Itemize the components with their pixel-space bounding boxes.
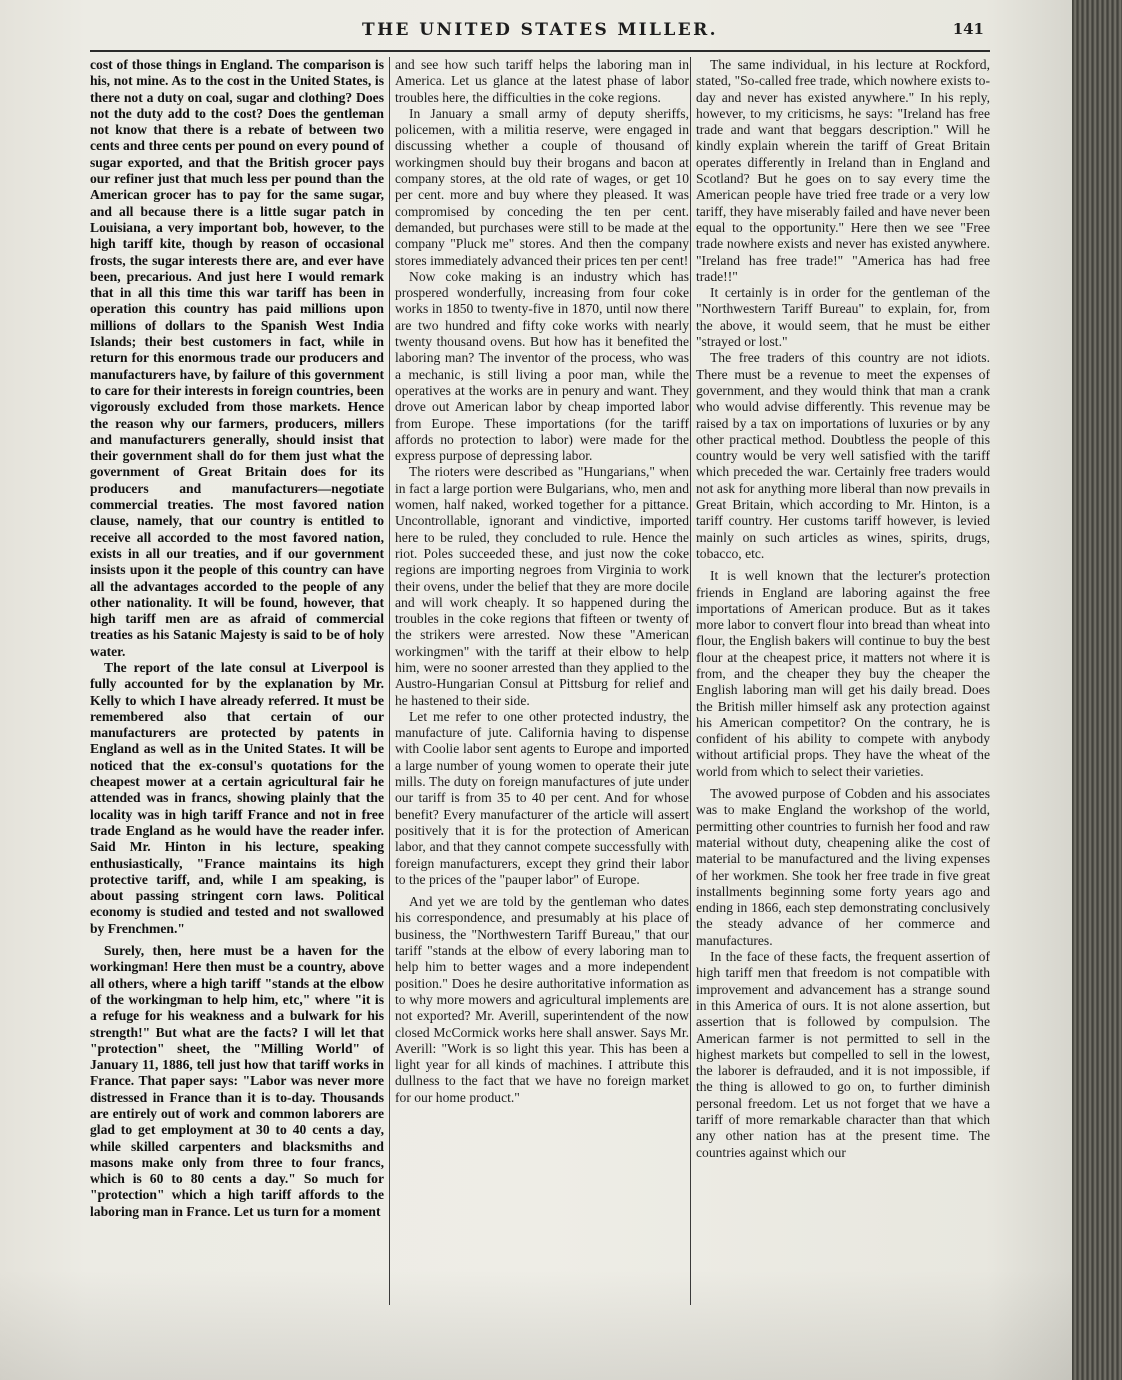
text-column-left	[90, 57, 384, 1312]
column-divider	[690, 57, 691, 1305]
book-page-edges	[1072, 0, 1122, 1380]
paragraph: The same individual, in his lecture at Rockford, stated, "So-called free trade, which nowhere exists to-day and never has existed anywhere." In his reply, however, to my criticisms, he says: "Ireland has free trade and want that beggars description." Will he kindly explain wherein the tariff of Great Britain operates differently in Ireland than in England and Scotland? But he goes on to say every time the American people have tried free trade or a very low tariff, they have miserably failed and have never been equal to the opportunity." Here then we see "Free trade nowhere exists and never has existed anywhere. "Ireland has free trade!" "America has had free trade!!"	[696, 57, 990, 284]
paragraph: In January a small army of deputy sheriffs, policemen, with a militia reserve, were engaged in discussing whether a couple of thousand of workingmen should buy their brogans and bacon at company stores, at the old rate of wages, or get 10 per cent. more and buy where they pleased. It was compromised by conceding the ten per cent. demanded, but purchases were still to be made at the company "Pluck me" stores. And then the company stores immediately advanced their prices ten per cent!	[395, 105, 689, 268]
paragraph: Let me refer to one other protected industry, the manufacture of jute. California having to dispense with Coolie labor sent agents to Europe and imported a large number of young women to operate their jute mills. The duty on foreign manufactures of jute under our tariff is from 35 to 40 per cent. And for whose benefit? Every manufacturer of the article will assert positively that it is for the protection of American labor, and that they cannot compete successfully with foreign manufacturers, except they grind their labor to the prices of the "pauper labor" of Europe.	[395, 708, 689, 887]
paragraph: It certainly is in order for the gentleman of the "Northwestern Tariff Bureau" to explain, for, from the above, it would seem, that he must be either "strayed or lost."	[696, 285, 990, 350]
page-number: 141	[952, 20, 984, 38]
column-divider	[389, 57, 390, 1305]
text-column-right	[696, 57, 990, 1312]
paragraph: And yet we are told by the gentleman who dates his correspondence, and presumably at his place of business, the "Northwestern Tariff Bureau," that our tariff "stands at the elbow of every laboring man to help him to better wages and a more independent position." Does he desire authoritative information as to why more mowers and agricultural implements are not exported? Mr. Averill, superintendent of the now closed McCormick works here shall answer. Says Mr. Averill: "Work is so light this year. This has been a light year for all kinds of machines. I attribute this dullness to the fact that we have no foreign market for our home product."	[395, 894, 689, 1105]
running-head-title: THE UNITED STATES MILLER.	[362, 20, 718, 40]
page-header	[90, 16, 990, 44]
paragraph: Surely, then, here must be a haven for the workingman! Here then must be a country, above all others, where a high tariff "stands at the elbow of the workingman to help him, etc," where "it is a refuge for his weakness and a bulwark for his strength!" But what are the facts? I will let that "protection" sheet, the "Milling World" of January 11, 1886, tell just how that tariff works in France. That paper says: "Labor was never more distressed in France than it is to-day. Thousands are entirely out of work and common laborers are glad to get employment at 30 to 40 cents a day, while skilled carpenters and blacksmiths and masons make only from three to four francs, which is 60 to 80 cents a day." So much for "protection" which a high tariff affords to the laboring man in France. Let us turn for a moment	[90, 943, 384, 1219]
paragraph: In the face of these facts, the frequent assertion of high tariff men that freedom is not compatible with improvement and advancement has a strange sound in this America of ours. It is not alone assertion, but assertion that is followed by compulsion. The American farmer is not permitted to sell in the highest markets but compelled to sell in the lowest, the laborer is defrauded, and it is not impossible, if the thing is allowed to go on, to further diminish personal freedom. Let us not forget that we have a tariff of more remarkable character than that which any other nation has at the present time. The countries against which our	[696, 949, 990, 1160]
paragraph: The report of the late consul at Liverpool is fully accounted for by the explanation by Mr. Kelly to which I have already referred. It must be remembered also that certain of our manufacturers are protected by patents in England as well as in the United States. It will be noticed that the ex-consul's quotations for the cheapest mower at a certain agricultural fair he attended was in francs, showing plainly that the locality was in high tariff France and not in free trade England as he would have the reader infer. Said Mr. Hinton in his lecture, speaking enthusiastically, "France maintains its high protective tariff, and, while I am speaking, is about passing stringent corn laws. Political economy is studied and tested and not swallowed by Frenchmen."	[90, 659, 384, 936]
paragraph: The free traders of this country are not idiots. There must be a revenue to meet the expenses of government, and they would think that man a crank who would advise differently. This revenue may be raised by a tax on importations of luxuries or by any other practical method. Doubtless the people of this country would be very well satisfied with the tariff which preceded the war. Certainly free traders would not ask for anything more liberal than now prevails in Great Britain, which according to Mr. Hinton, is a tariff country. Her customs tariff however, is levied mainly on such articles as wines, spirits, drugs, tobacco, etc.	[696, 350, 990, 561]
paragraph: Now coke making is an industry which has prospered wonderfully, increasing from four coke works in 1850 to twenty-five in 1870, until now there are two hundred and fifty coke works with nearly twenty thousand ovens. But how has it benefited the laboring man? The inventor of the process, who was a mechanic, is still living a poor man, while the operatives at the works are in penury and want. They drove out American labor by cheap imported labor from Europe. These importations (for the tariff affords no protection to labor) were made for the express purpose of depressing labor.	[395, 268, 689, 464]
header-rule	[90, 50, 990, 52]
paragraph: The avowed purpose of Cobden and his associates was to make England the workshop of the world, permitting other countries to furnish her food and raw material without duty, cheapening alike the cost of material to be manufactured and the living expenses of her workmen. She took her free trade in five great installments beginning some forty years ago and ending in 1866, each step demonstrating conclusively the steady advance of her commerce and manufactures.	[696, 786, 990, 948]
paragraph: It is well known that the lecturer's protection friends in England are laboring against the free importations of American produce. But as it takes more labor to convert flour into bread than wheat into flour, the English bakers will continue to buy the best flour at the cheapest price, it matters not where it is from, and the cheaper they buy the cheaper the English laboring man will get his daily bread. Does the British miller himself ask any protection against his American competitor? On the contrary, he is confident of his ability to compete with anybody without artificial props. They have the wheat of the world from which to select their varieties.	[696, 568, 990, 779]
paragraph: and see how such tariff helps the laboring man in America. Let us glance at the latest phase of labor troubles here, the difficulties in the coke regions.	[395, 57, 689, 105]
text-column-middle	[395, 57, 689, 1312]
paragraph: The rioters were described as "Hungarians," when in fact a large portion were Bulgarians, who, men and women, half naked, worked together for a pittance. Uncontrollable, ignorant and vindictive, imported here to be ruled, they concluded to rule. Hence the riot. Poles succeeded these, and just now the coke regions are importing negroes from Virginia to work their ovens, under the belief that they are more docile and will work cheaply. It so happened during the troubles in the coke regions that fifteen or twenty of the strikers were arrested. Now these "American workingmen" with the tariff at their elbow to help him, were no sooner arrested than they applied to the Austro-Hungarian Consul at Pittsburg for relief and he hastened to their side.	[395, 464, 689, 708]
paragraph: cost of those things in England. The comparison is his, not mine. As to the cost in the United States, is there not a duty on coal, sugar and clothing? Does not the duty add to the cost? Does the gentleman not know that there is a rebate of between two cents and three cents per pound on every pound of sugar exported, and that the British grocer pays our refiner just that much less per pound than the American grocer has to pay for the same sugar, and all because there is a little sugar patch in Louisiana, a very important bob, however, to the high tariff kite, though by reason of occasional frosts, the sugar interests there are, and ever have been, precarious. And just here I would remark that in all this time this war tariff has been in operation this country has paid millions upon millions of dollars to the Spanish West India Islands; their best customers in fact, while in return for this enormous trade our producers and manufacturers have, by failure of this government to care for their interests in foreign countries, been vigorously excluded from those markets. Hence the reason why our farmers, producers, millers and manufacturers generally, should insist that their government shall do for them just what the government of Great Britain does for its producers and manufacturers—negotiate commercial treaties. The most favored nation clause, namely, that our country is entitled to receive all accorded to the most favored nation, exists in all our treaties, and if our government insists upon it the people of this country can have all the advantages accorded to the people of any other nationality. It will be found, however, that high tariff men are as afraid of commercial treaties as his Satanic Majesty is said to be of holy water.	[90, 57, 384, 659]
